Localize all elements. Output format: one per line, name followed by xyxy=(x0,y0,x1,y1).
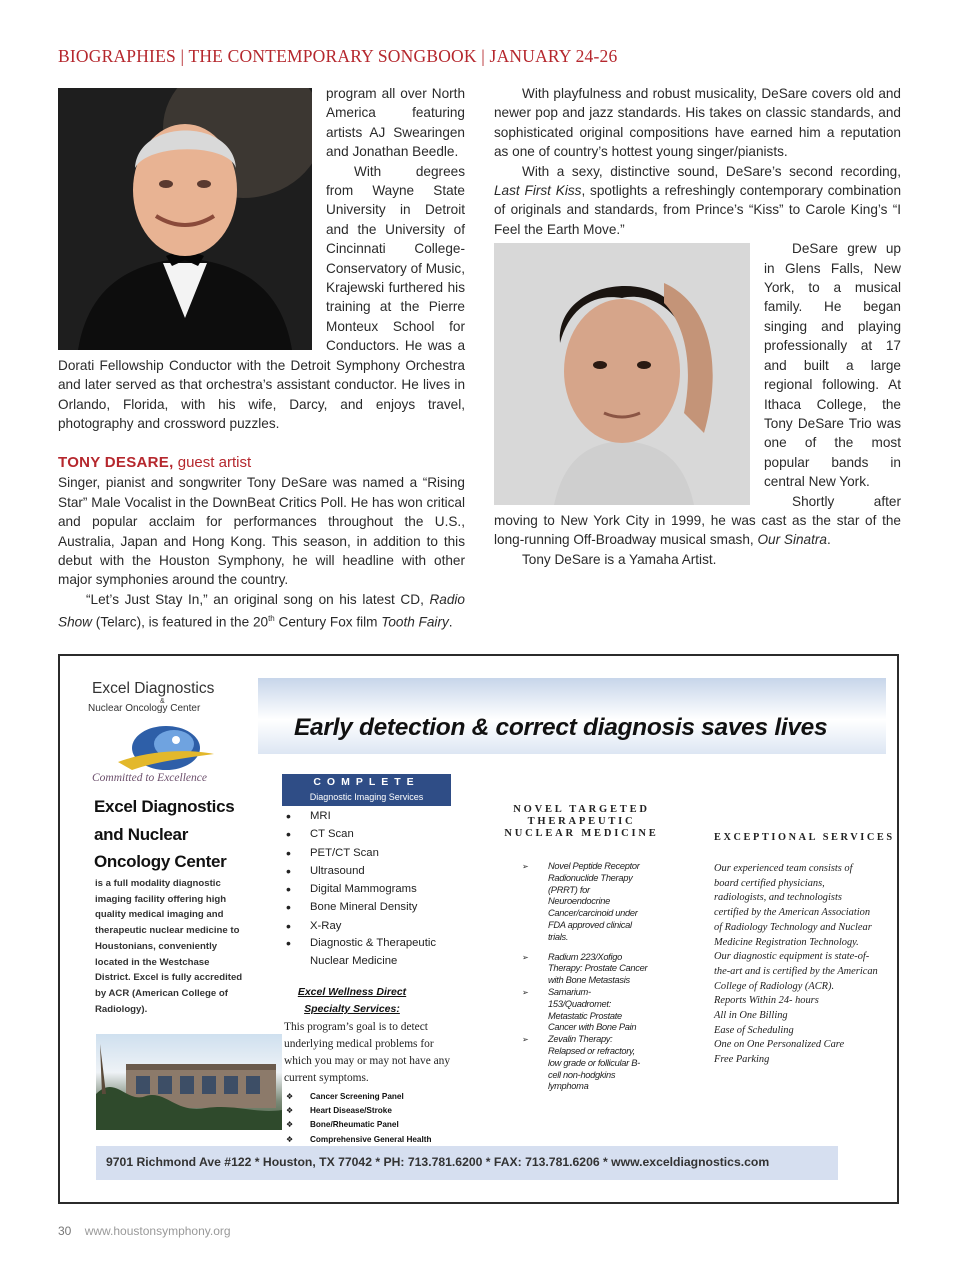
desare-bio-p6: Shortly after moving to New York City in 1999, he was cast as the star of the long-running Off-Broadway musical smash, Our Sinatra. xyxy=(494,493,901,548)
complete-services-box xyxy=(282,774,451,806)
brand-subname: Nuclear Oncology Center xyxy=(88,703,201,714)
exceptional-item: Reports Within 24- hours xyxy=(714,995,819,1007)
conductor-bio-p2: With degrees from Wayne State University in Detroit and the University of Cincinnati College-Conservatory of Music, Krajewski furthered his training at the Pierre Monteux School for Conductors. He was a Dorati Fellowship Conductor with the Detroit Symphony Orchestra and later served as that orchestra’s assistant conductor. He lives in Orlando, Florida, with his wife, Darcy, and enjoys travel, photography and crossword puzzles. xyxy=(58,163,466,431)
panel-item: ❖ Cancer Screening Panel xyxy=(284,1090,432,1104)
exceptional-body: Our experienced team consists of board certified physicians, radiologists, and technologists certified by the American Association of Radiology Technology and Nuclear Medicine Registration Technology. Our diagnostic equipment is state-of-the-art and is certified by the American College of Radiology (ACR). Reports Within 24- hours All in One Billing Ease of Scheduling One on One Personalized Care Free Parking xyxy=(714,862,878,1068)
service-item: • CT Scan xyxy=(284,825,460,843)
desare-bio-p2: “Let’s Just Stay In,” an original song on his latest CD, Radio Show (Telarc), is featured in the 20th Century Fox film Tooth Fairy. xyxy=(58,591,465,630)
panel-item: ❖ Bone/Rheumatic Panel xyxy=(284,1118,432,1132)
brand-name: Excel Diagnostics xyxy=(92,680,215,697)
artist-name: TONY DESARE, xyxy=(58,454,174,472)
service-item: • Bone Mineral Density xyxy=(284,898,460,916)
therapy-item: ➢ Zevalin Therapy: Relapsed or refractory, low grade or follicular B-cell non-hodgkins lymphoma xyxy=(522,1034,648,1093)
service-item: • MRI xyxy=(284,807,460,825)
film-title: Tooth Fairy xyxy=(381,614,449,630)
complete-subtitle: Diagnostic Imaging Services xyxy=(309,792,424,802)
show-title: Our Sinatra xyxy=(757,532,827,548)
building-photo xyxy=(96,1034,282,1130)
right-column xyxy=(494,84,901,569)
exceptional-item: All in One Billing xyxy=(714,1010,788,1022)
footer-url[interactable]: www.houstonsymphony.org xyxy=(84,1224,231,1238)
exceptional-title: EXCEPTIONAL SERVICES xyxy=(714,832,895,843)
desare-bio-p3: With playfulness and robust musicality, DeSare covers old and newer pop and jazz standards. His takes on classic standards, and sophisticated original compositions have earned him a reputation as one of country’s hottest young singer/pianists. xyxy=(494,86,901,160)
therapy-item: ➢ Samarium-153/Quadromet: Metastatic Prostate Cancer with Bone Pain xyxy=(522,987,648,1034)
conductor-bio-p1: program all over North America featuring artists AJ Swearingen and Jonathan Beedle. xyxy=(326,86,465,160)
desare-bio-p7: Tony DeSare is a Yamaha Artist. xyxy=(522,551,717,567)
novel-therapy-title: NOVEL TARGETED THERAPEUTIC NUCLEAR MEDICINE xyxy=(504,804,659,840)
wellness-panels-list xyxy=(284,1090,432,1147)
service-item: • Diagnostic & Therapeutic Nuclear Medicine xyxy=(284,935,460,970)
exceptional-item: Free Parking xyxy=(714,1054,770,1066)
wellness-title: Excel Wellness Direct Specialty Services: xyxy=(297,986,407,1015)
program-description: This program’s goal is to detect underlying medical problems for which you may or may not have any current symptoms. xyxy=(284,1021,451,1084)
therapy-list xyxy=(522,861,648,1093)
service-item: • X-Ray xyxy=(284,917,460,935)
desare-bio-p1: Singer, pianist and songwriter Tony DeSare was named a “Rising Star” Male Vocalist in the DownBeat Critics Poll. He has won critical and popular acclaim for performances throughout the U.S., Australia, Japan and Hong Kong. This season, in addition to this debut with the Houston Symphony, he will headline with other major symphonies around the country. xyxy=(58,475,465,588)
desare-bio-p5: DeSare grew up in Glens Falls, New York, to a musical family. He began singing and playing professionally at 17 and built a large regional following. At Ithaca College, the Tony DeSare Trio was one of the most popular bands in central New York. xyxy=(764,241,901,490)
album-title-2: Last First Kiss xyxy=(494,183,582,199)
brand-tagline: Committed to Excellence xyxy=(92,772,207,784)
panel-item: ❖ Heart Disease/Stroke xyxy=(284,1104,432,1118)
service-item: • Digital Mammograms xyxy=(284,880,460,898)
org-title: Excel Diagnostics and Nuclear Oncology Center xyxy=(94,797,235,871)
left-column xyxy=(58,84,465,632)
org-description: is a full modality diagnostic imaging facility offering high quality medical imaging and therapeutic nuclear medicine to Houstonians, conveniently located in the Westchase District. Excel is fully accredited by ACR (American College of Radiology). xyxy=(95,878,243,1015)
artist-role: guest artist xyxy=(173,454,252,472)
service-item: • PET/CT Scan xyxy=(284,844,460,862)
album-title: Radio Show xyxy=(58,591,465,630)
desare-bio-p4-lead: With a sexy, distinctive sound, DeSare’s second recording, Last First Kiss, spotlights a refreshingly contemporary combination of originals and standards, from Prince’s “Kiss” to Carole King’s “I Feel the Earth Move.” xyxy=(494,163,901,237)
service-item: • Ultrasound xyxy=(284,862,460,880)
page-header: BIOGRAPHIES | THE CONTEMPORARY SONGBOOK | JANUARY 24-26 xyxy=(58,46,618,66)
complete-title: COMPLETE xyxy=(313,776,420,788)
page-footer xyxy=(58,1224,231,1238)
exceptional-item: Ease of Scheduling xyxy=(714,1024,794,1036)
page-number: 30 xyxy=(58,1224,72,1238)
excel-diagnostics-ad xyxy=(58,654,899,1204)
desare-heading xyxy=(58,453,465,473)
ad-headline: Early detection & correct diagnosis saves lives xyxy=(294,714,828,741)
ad-contact-line: 9701 Richmond Ave #122 * Houston, TX 77042 * PH: 713.781.6200 * FAX: 713.781.6206 * www.exceldiagnostics.com xyxy=(106,1155,770,1169)
exceptional-item: One on One Personalized Care xyxy=(714,1039,845,1051)
brand-ampersand: & xyxy=(160,698,165,705)
desare-photo xyxy=(494,243,750,505)
imaging-services-list xyxy=(284,807,460,970)
therapy-item: ➢ Novel Peptide Receptor Radionuclide Therapy (PRRT) for Neuroendocrine Cancer/carcinoid under FDA approved clinical trials. xyxy=(522,861,648,944)
panel-item: ❖ Comprehensive General Health xyxy=(284,1133,432,1147)
conductor-photo xyxy=(58,88,312,350)
therapy-item: ➢ Radium 223/Xofigo Therapy: Prostate Cancer with Bone Metastasis xyxy=(522,952,648,987)
